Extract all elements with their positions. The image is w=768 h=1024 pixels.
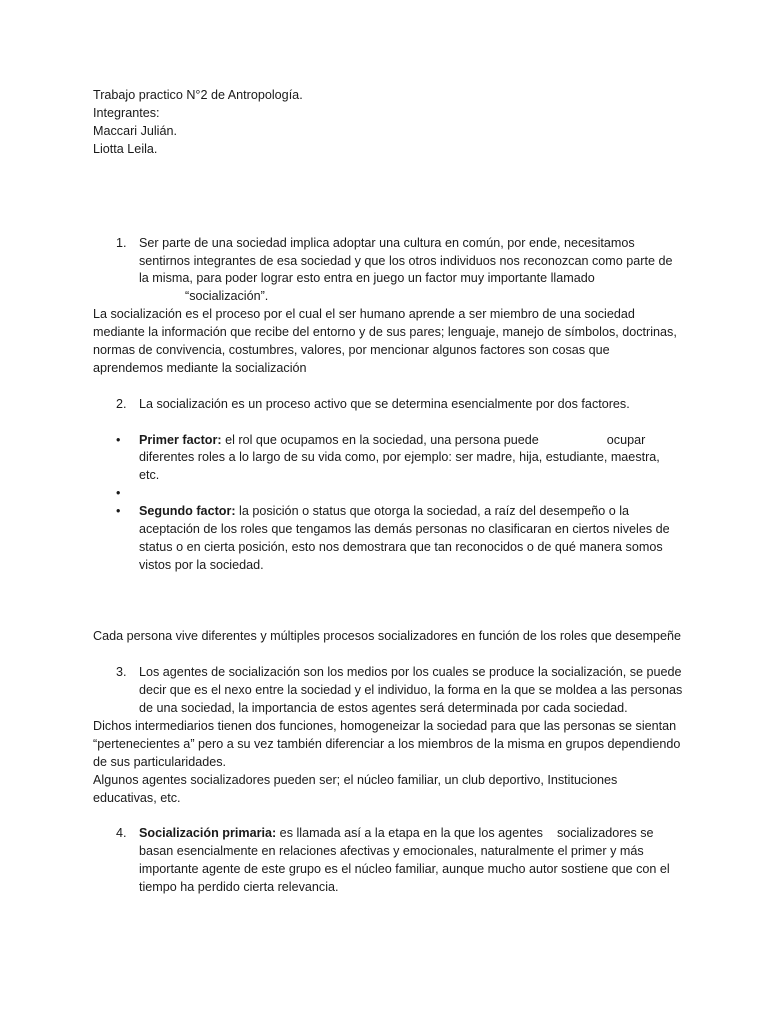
paragraph: Algunos agentes socializadores pueden ser; el núcleo familiar, un club deportivo, Instituciones educativas, etc. <box>93 772 618 805</box>
document-title: Trabajo practico N°2 de Antropología. <box>93 88 303 102</box>
paragraph: Cada persona vive diferentes y múltiples procesos socializadores en función de los roles que desempeñe <box>93 629 682 644</box>
member-name: Maccari Julián. <box>93 123 177 138</box>
bullet-icon: • <box>116 504 121 519</box>
item-text-part: socializadores se basan esencialmente en relaciones afectivas y emocionales, naturalmente el primer y más importante agente de este grupo es el núcleo familiar, aunque mucho autor sostiene que con el tiempo ha perdido cierta relevancia. <box>139 826 670 895</box>
item-text: Los agentes de socialización son los medios por los cuales se produce la socialización, se puede decir que es el nexo entre la sociedad y el individuo, la forma en la que se moldea a las personas de una sociedad, la importancia de estos agentes será determinada por cada sociedad. <box>139 665 683 716</box>
item-text-part: es llamada así a la etapa en la que los agentes <box>276 826 543 841</box>
numbered-item-4 <box>93 825 683 897</box>
item-text-part: la posición o status que otorga la sociedad, a raíz del desempeño o la aceptación de los roles que tengamos las demás personas no clasificaran en ciertos niveles de status o en cierta posición, esto nos demostrara que tan reconocidos o de qué manera somos vistos por la sociedad. <box>139 504 670 572</box>
members-label: Integrantes: <box>93 105 160 120</box>
item-number: 3. <box>116 665 127 680</box>
item-number: 1. <box>116 235 127 250</box>
bullet-item-primer-factor <box>93 432 683 486</box>
numbered-item-1 <box>93 235 683 307</box>
bullet-icon: • <box>116 432 121 447</box>
numbered-item-3 <box>93 664 683 718</box>
member-name: Liotta Leila. <box>93 141 158 156</box>
item-label: Segundo factor: <box>139 504 236 519</box>
item-number: 2. <box>116 396 127 411</box>
item-label: Socialización primaria: <box>139 826 277 841</box>
item-text-part: ocupar <box>606 432 646 447</box>
document-header <box>93 87 683 159</box>
item-text-part: diferentes roles a lo largo de su vida como, por ejemplo: ser madre, hija, estudiante, maestra, etc. <box>139 450 660 483</box>
item-number: 4. <box>116 826 127 841</box>
item-text-part: el rol que ocupamos en la sociedad, una persona puede <box>221 432 539 447</box>
item-text: La socialización es un proceso activo que se determina esencialmente por dos factores. <box>139 396 630 411</box>
item-quote: “socialización”. <box>185 289 269 304</box>
bullet-item-segundo-factor <box>93 503 683 575</box>
item-text <box>139 825 683 897</box>
paragraph: Dichos intermediarios tienen dos funciones, homogeneizar la sociedad para que las personas se sientan “pertenecientes a” pero a su vez también diferenciar a los miembros de la misma en grupos dependiendo de sus particularidades. <box>93 719 681 769</box>
item-label: Primer factor: <box>139 432 222 447</box>
bullet-icon: • <box>116 486 121 501</box>
document-page <box>93 87 683 897</box>
numbered-item-2 <box>93 396 683 414</box>
item-text <box>139 432 683 486</box>
item-text: Ser parte de una sociedad implica adoptar una cultura en común, por ende, necesitamos sentirnos integrantes de esa sociedad y que los otros individuos nos reconozcan como parte de la misma, para poder lograr esto entra en juego un factor muy importante llamado <box>139 235 673 286</box>
bullet-item-empty <box>93 485 683 503</box>
paragraph: La socialización es el proceso por el cual el ser humano aprende a ser miembro de una sociedad mediante la información que recibe del entorno y de sus pares; lenguaje, manejo de símbolos, doctrinas, normas de convivencia, costumbres, valores, por mencionar algunos factores son cosas que aprendemos mediante la socialización <box>93 307 677 375</box>
item-text <box>139 503 683 575</box>
